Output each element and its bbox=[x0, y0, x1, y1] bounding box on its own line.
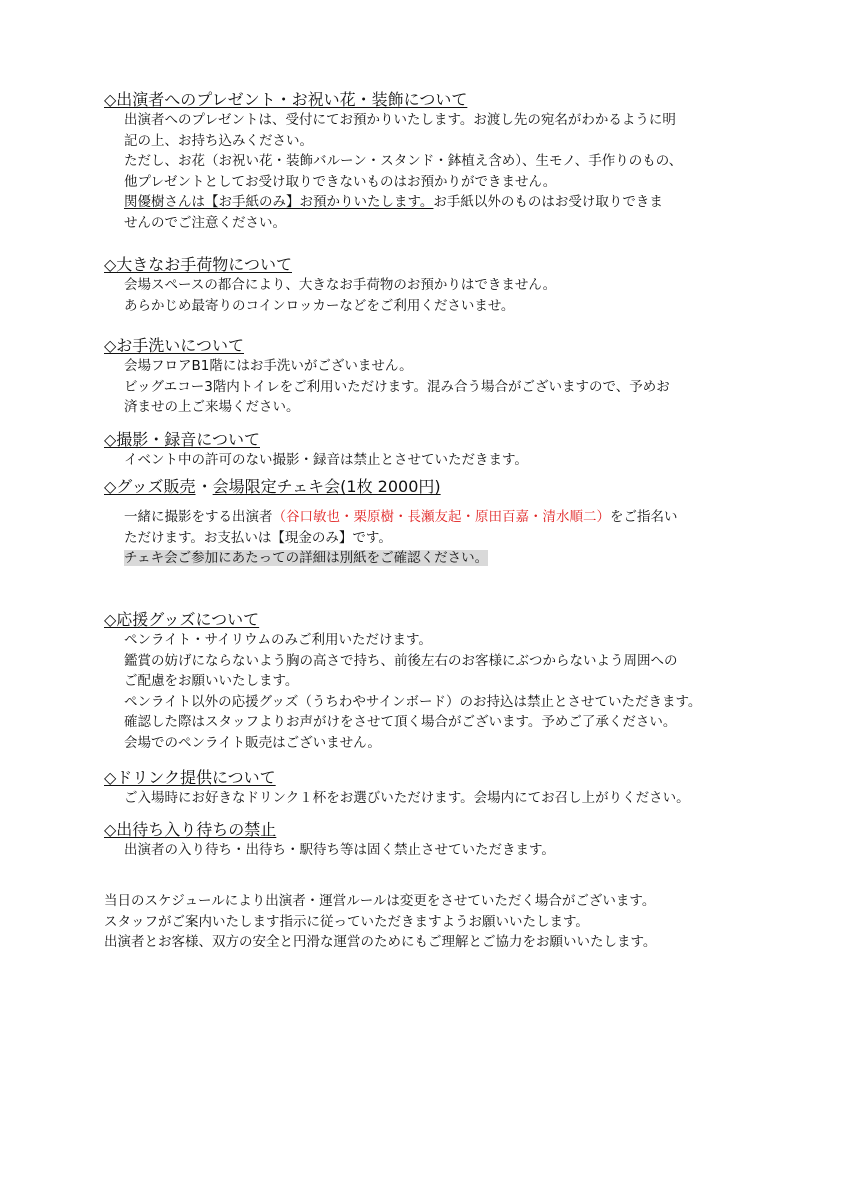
body-line: 確認した際はスタッフよりお声がけをさせて頂く場合がございます。予めご了承ください。 bbox=[124, 714, 677, 730]
cheki-text: をご指名い bbox=[610, 509, 678, 525]
section-body bbox=[104, 450, 764, 471]
section-body bbox=[104, 275, 764, 316]
body-line: ペンライト以外の応援グッズ（うちわやサインボード）のお持込は禁止とさせていただきます。 bbox=[124, 693, 702, 710]
body-line: 鑑賞の妨げにならないよう胸の高さで持ち、前後左右のお客様にぶつからないよう周囲への bbox=[124, 652, 678, 669]
body-line bbox=[124, 548, 764, 569]
cheki-text: 一緒に撮影をする出演者 bbox=[124, 509, 273, 525]
cheki-subheading bbox=[197, 477, 441, 507]
section-heading: ◇ドリンク提供について bbox=[104, 768, 276, 787]
body-line: ご入場時にお好きなドリンク１杯をお選びいただけます。会場内にてお召し上がりください。 bbox=[124, 790, 690, 806]
section-heading: ◇出演者へのプレゼント・お祝い花・装飾について bbox=[104, 90, 468, 109]
section-body bbox=[104, 110, 764, 233]
section-heading: ◇グッズ販売 bbox=[104, 477, 196, 496]
section-heading: ◇お手洗いについて bbox=[104, 336, 244, 355]
section-heading: ◇出待ち入り待ちの禁止 bbox=[104, 820, 277, 839]
cheki-title: 会場限定チェキ会(1枚 2000円) bbox=[212, 477, 441, 496]
section-body bbox=[104, 788, 764, 809]
body-line: 会場スペースの都合により、大きなお手荷物のお預かりはできません。 bbox=[124, 277, 557, 293]
sub-bullet: ・ bbox=[196, 477, 213, 496]
closing-line: 出演者とお客様、双方の安全と円滑な運営のためにもご理解とご協力をお願いいたします。 bbox=[104, 934, 657, 950]
closing-line: 当日のスケジュールにより出演者・運営ルールは変更をさせていただく場合がございます。 bbox=[104, 893, 656, 909]
section-body bbox=[104, 507, 764, 569]
body-line: ペンライト・サイリウムのみご利用いただけます。 bbox=[124, 632, 432, 648]
section-luggage bbox=[104, 255, 764, 336]
body-line-special bbox=[124, 192, 764, 213]
body-line: イベント中の許可のない撮影・録音は禁止とさせていただきます。 bbox=[124, 452, 528, 468]
body-line: ビッグエコー3階内トイレをご利用いただけます。混み合う場合がございますので、予めお bbox=[124, 378, 670, 395]
document-content bbox=[104, 90, 764, 953]
body-line: 他プレゼントとしてお受け取りできないものはお預かりができません。 bbox=[124, 173, 557, 190]
section-goods bbox=[104, 477, 764, 610]
section-recording bbox=[104, 430, 764, 477]
body-line: せんのでご注意ください。 bbox=[124, 214, 286, 231]
cast-names: （谷口敏也・栗原樹・長瀬友起・原田百嘉・清水順二） bbox=[272, 509, 610, 525]
section-body bbox=[104, 356, 764, 418]
section-heading: ◇大きなお手荷物について bbox=[104, 255, 292, 274]
notice-rest: お手紙以外のものはお受け取りできま bbox=[433, 194, 663, 210]
closing-line: スタッフがご案内いたします指示に従っていただきますようお願いいたします。 bbox=[104, 913, 589, 930]
body-line: 済ませの上ご来場ください。 bbox=[124, 399, 300, 415]
body-line bbox=[124, 507, 764, 528]
section-body bbox=[104, 840, 764, 861]
section-heading: ◇応援グッズについて bbox=[104, 610, 260, 629]
section-waiting-prohibited bbox=[104, 820, 764, 891]
section-restroom bbox=[104, 336, 764, 430]
underlined-notice: 関優樹さんは【お手紙のみ】お預かりいたします。 bbox=[124, 194, 434, 210]
section-drinks bbox=[104, 768, 764, 820]
body-line: ご配慮をお願いいたします。 bbox=[124, 673, 299, 689]
body-line: ただし、お花（お祝い花・装飾バルーン・スタンド・鉢植え含め）、生モノ、手作りのもの、 bbox=[124, 153, 683, 169]
body-line: 出演者の入り待ち・出待ち・駅待ち等は固く禁止させていただきます。 bbox=[124, 842, 555, 858]
section-heading: ◇撮影・録音について bbox=[104, 430, 260, 449]
body-line: 会場フロアB1階にはお手洗いがございません。 bbox=[124, 358, 413, 374]
body-line: 記の上、お持ち込みください。 bbox=[124, 132, 313, 149]
closing-notice bbox=[104, 891, 764, 953]
body-line: 出演者へのプレゼントは、受付にてお預かりいたします。お渡し先の宛名がわかるように明 bbox=[124, 112, 676, 128]
body-line: ただけます。お支払いは【現金のみ】です。 bbox=[124, 529, 392, 546]
body-line: あらかじめ最寄りのコインロッカーなどをご利用くださいませ。 bbox=[124, 297, 515, 314]
section-body bbox=[104, 630, 764, 753]
section-cheer-goods bbox=[104, 610, 764, 768]
section-presents bbox=[104, 90, 764, 255]
cheki-details-note: チェキ会ご参加にあたっての詳細は別紙をご確認ください。 bbox=[124, 550, 489, 566]
body-line: 会場でのペンライト販売はございません。 bbox=[124, 734, 381, 751]
